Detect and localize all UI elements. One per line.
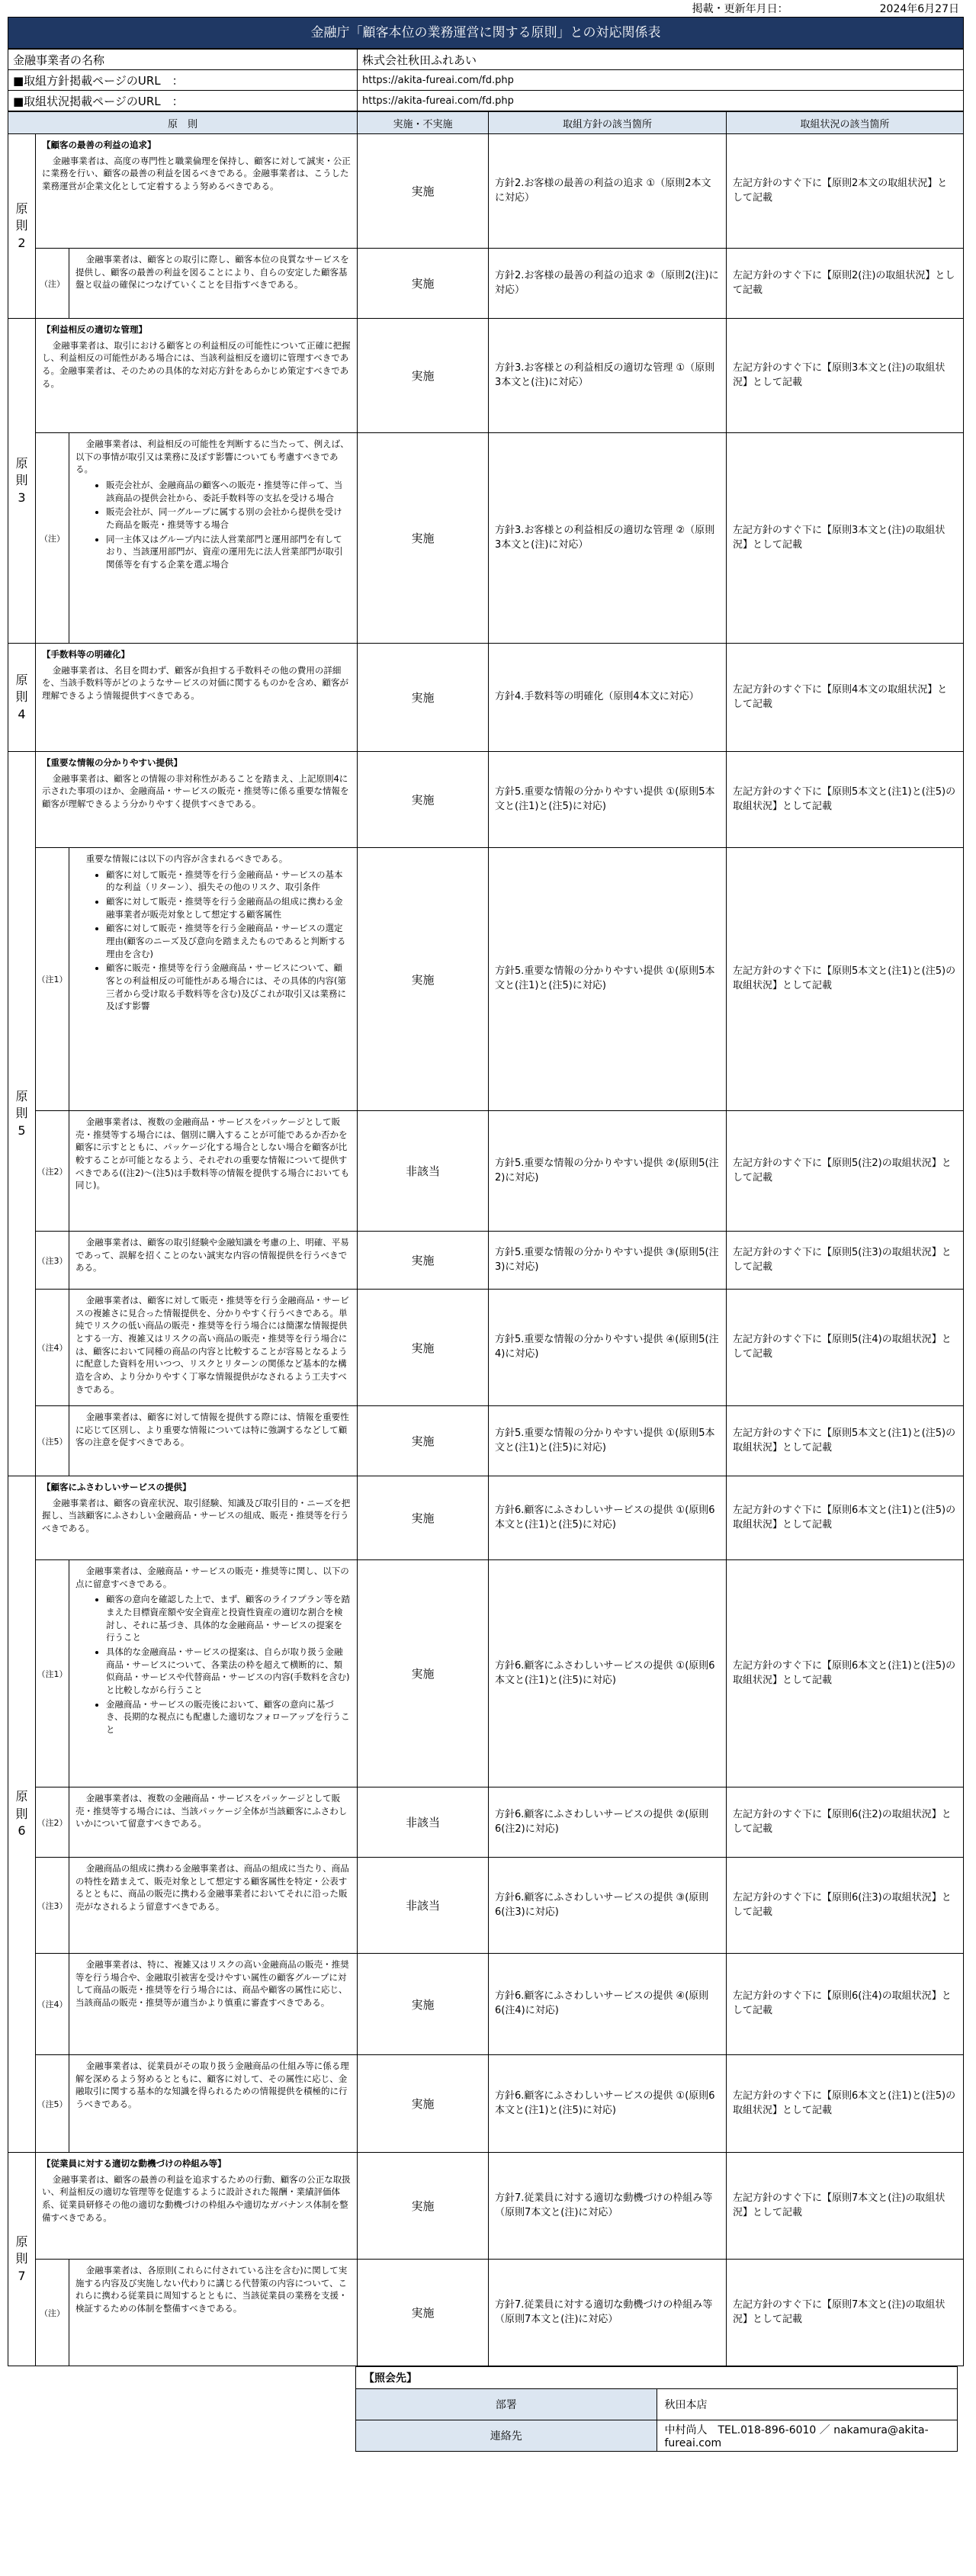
principle-text-cell — [69, 1290, 358, 1406]
implementation-status: 実施 — [358, 1406, 489, 1476]
col-header-policy: 取組方針の該当箇所 — [489, 112, 727, 134]
principle-text-cell — [69, 1111, 358, 1232]
principle-bullet-list — [75, 869, 351, 1013]
table-row — [8, 1954, 964, 2055]
table-row — [8, 848, 964, 1111]
status-location: 左記方針のすぐ下に【原則6本文と(注1)と(注5)の取組状況】として記載 — [727, 1476, 964, 1560]
principle-text-cell — [69, 1560, 358, 1787]
principle-text-cell — [36, 1476, 358, 1560]
table-row — [8, 1560, 964, 1787]
table-row — [8, 1111, 964, 1232]
policy-location: 方針5.重要な情報の分かりやすい提供 ①(原則5本文と(注1)と(注5)に対応) — [489, 752, 727, 848]
principle-text-cell — [69, 1787, 358, 1858]
principle-body: 金融事業者は、顧客に対して販売・推奨等を行う金融商品・サービスの複雑さに見合った情報提供を、分かりやすく行うべきである。単純でリスクの低い商品の販売・推奨等を行う場合には簡潔な情報提供とする一方、複雑又はリスクの高い商品の販売・推奨等を行う場合には、顧客において同種の商品の内容と比較することが容易となるように配意した資料を用いつつ、リスクとリターンの関係など基本的な構造を含め、より分かりやすく丁寧な情報提供がなされるよう工夫すべきである。 — [75, 1295, 349, 1395]
principle-bullet: • 具体的な金融商品・サービスの提案は、自らが取り扱う金融商品・サービスについて、各業法の枠を超えて横断的に、類似商品・サービスや代替商品・サービスの内容(手数料を含む)と比較しながら行うこと — [106, 1646, 351, 1697]
principle-bullet: • 顧客に対して販売・推奨等を行う金融商品・サービスの選定理由(顧客のニーズ及び意向を踏まえたものであると判断する理由を含む) — [106, 922, 351, 960]
status-location: 左記方針のすぐ下に【原則6(注3)の取組状況】として記載 — [727, 1858, 964, 1954]
principle-body: 金融事業者は、従業員がその取り扱う金融商品の仕組み等に係る理解を深めるよう努めるとともに、顧客に対して、その属性に応じ、金融取引に関する基本的な知識を得られるための情報提供を積極的に行うべきである。 — [75, 2060, 349, 2110]
note-label: （注3） — [36, 1858, 69, 1954]
principle-bullet: • 同一主体又はグループ内に法人営業部門と運用部門を有しており、当該運用部門が、資産の運用先に法人営業部門が取引関係等を有する企業を選ぶ場合 — [106, 533, 351, 571]
policy-location: 方針2.お客様の最善の利益の追求 ②（原則2(注)に対応） — [489, 249, 727, 319]
table-row — [8, 1232, 964, 1290]
principle-group-char: 2 — [18, 235, 26, 250]
note-label: （注4） — [36, 1954, 69, 2055]
col-header-status-location: 取組状況の該当箇所 — [727, 112, 964, 134]
note-label: （注） — [36, 2260, 69, 2366]
date-label: 掲載・更新年月日： — [692, 3, 788, 15]
principle-group-char: 3 — [18, 490, 26, 505]
status-location: 左記方針のすぐ下に【原則2(注)の取組状況】として記載 — [727, 249, 964, 319]
policy-location: 方針3.お客様との利益相反の適切な管理 ①（原則3本文と(注)に対応） — [489, 319, 727, 433]
table-row — [8, 1858, 964, 1954]
policy-location: 方針6.顧客にふさわしいサービスの提供 ①(原則6本文と(注1)と(注5)に対応) — [489, 2055, 727, 2153]
principle-group-char: 原 — [15, 201, 28, 216]
status-location: 左記方針のすぐ下に【原則6(注4)の取組状況】として記載 — [727, 1954, 964, 2055]
principle-group-char: 4 — [18, 706, 26, 721]
principle-text-cell — [36, 319, 358, 433]
principle-bullet-list — [75, 1593, 351, 1736]
date-value: 2024年6月27日 — [879, 3, 959, 15]
principle-body: 金融事業者は、複数の金融商品・サービスをパッケージとして販売・推奨等する場合には、当該パッケージ全体が当該顧客にふさわしいかについて留意すべきである。 — [75, 1793, 348, 1829]
implementation-status: 実施 — [358, 1476, 489, 1560]
principle-body: 金融商品の組成に携わる金融事業者は、商品の組成に当たり、商品の特性を踏まえて、販売対象として想定する顧客属性を特定・公表するとともに、商品の販売に携わる金融事業者においてそれに沿った販売がなされるよう留意すべきである。 — [75, 1863, 349, 1913]
principle-heading: 【顧客の最善の利益の追求】 — [42, 140, 156, 150]
principle-group-label — [8, 644, 36, 752]
policy-location: 方針5.重要な情報の分かりやすい提供 ④(原則5(注4)に対応) — [489, 1290, 727, 1406]
principles-body — [8, 134, 964, 2366]
status-location: 左記方針のすぐ下に【原則5本文と(注1)と(注5)の取組状況】として記載 — [727, 752, 964, 848]
note-label: （注5） — [36, 1406, 69, 1476]
implementation-status: 実施 — [358, 2260, 489, 2366]
policy-location: 方針3.お客様との利益相反の適切な管理 ②（原則3本文と(注)に対応） — [489, 433, 727, 644]
contact-title: 【照会先】 — [356, 2367, 958, 2389]
table-row — [8, 2260, 964, 2366]
principle-heading: 【利益相反の適切な管理】 — [42, 324, 147, 335]
principle-bullet: • 顧客に対して販売・推奨等を行う金融商品・サービスの基本的な利益（リターン）、損失その他のリスク、取引条件 — [106, 869, 351, 894]
status-url-label: ■取組状況掲載ページのURL ： — [8, 91, 358, 111]
page-title: 金融庁「顧客本位の業務運営に関する原則」との対応関係表 — [8, 17, 964, 49]
principle-text-cell — [69, 433, 358, 644]
principle-group-char: 則 — [15, 689, 28, 705]
principle-group-char: 7 — [18, 2268, 26, 2283]
principle-group-char: 則 — [15, 2251, 28, 2266]
principle-text-cell — [69, 2055, 358, 2153]
status-location: 左記方針のすぐ下に【原則5(注2)の取組状況】として記載 — [727, 1111, 964, 1232]
principle-text-cell — [69, 848, 358, 1111]
implementation-status: 実施 — [358, 644, 489, 752]
principle-text-cell — [69, 1858, 358, 1954]
note-label: （注3） — [36, 1232, 69, 1290]
implementation-status: 実施 — [358, 319, 489, 433]
principle-text-cell — [36, 134, 358, 249]
policy-location: 方針5.重要な情報の分かりやすい提供 ①(原則5本文と(注1)と(注5)に対応) — [489, 1406, 727, 1476]
table-header-row — [8, 112, 964, 134]
principles-table — [8, 111, 964, 2366]
implementation-status: 非該当 — [358, 1858, 489, 1954]
implementation-status: 非該当 — [358, 1787, 489, 1858]
policy-location: 方針6.顧客にふさわしいサービスの提供 ②(原則6(注2)に対応) — [489, 1787, 727, 1858]
date-line — [8, 0, 964, 17]
principle-body: 金融事業者は、顧客の最善の利益を追求するための行動、顧客の公正な取扱い、利益相反の適切な管理等を促進するように設計された報酬・業績評価体系、従業員研修その他の適切な動機づけの枠組みや適切なガバナンス体制を整備すべきである。 — [42, 2173, 351, 2223]
principle-group-label — [8, 2153, 36, 2366]
implementation-status: 実施 — [358, 1290, 489, 1406]
contact-label: 連絡先 — [356, 2420, 657, 2452]
table-row — [8, 1476, 964, 1560]
principle-body: 金融事業者は、利益相反の可能性を判断するに当たって、例えば、以下の事情が取引又は業務に及ぼす影響についても考慮すべきである。 — [75, 438, 349, 475]
principle-group-label — [8, 134, 36, 319]
principle-group-label — [8, 1476, 36, 2153]
policy-url-label: ■取組方針掲載ページのURL ： — [8, 70, 358, 91]
principle-text-cell — [36, 752, 358, 848]
principle-group-label — [8, 319, 36, 644]
implementation-status: 実施 — [358, 134, 489, 249]
implementation-status: 実施 — [358, 1232, 489, 1290]
principle-heading: 【手数料等の明確化】 — [42, 649, 130, 660]
principle-heading: 【従業員に対する適切な動機づけの枠組み等】 — [42, 2158, 226, 2169]
status-location: 左記方針のすぐ下に【原則6(注2)の取組状況】として記載 — [727, 1787, 964, 1858]
implementation-status: 実施 — [358, 2055, 489, 2153]
status-location: 左記方針のすぐ下に【原則5(注3)の取組状況】として記載 — [727, 1232, 964, 1290]
principle-text-cell — [69, 2260, 358, 2366]
company-name-value: 株式会社秋田ふれあい — [358, 50, 964, 70]
status-location: 左記方針のすぐ下に【原則4本文の取組状況】として記載 — [727, 644, 964, 752]
status-location: 左記方針のすぐ下に【原則7本文と(注)の取組状況】として記載 — [727, 2153, 964, 2260]
implementation-status: 非該当 — [358, 1111, 489, 1232]
status-location: 左記方針のすぐ下に【原則5本文と(注1)と(注5)の取組状況】として記載 — [727, 1406, 964, 1476]
principle-body: 金融事業者は、顧客の資産状況、取引経験、知識及び取引目的・ニーズを把握し、当該顧客にふさわしい金融商品・サービスの組成、販売・推奨等を行うべきである。 — [42, 1497, 351, 1534]
principle-text-cell — [69, 249, 358, 319]
principle-body: 金融事業者は、各原則(これらに付されている注を含む)に関して実施する内容及び実施しない代わりに講じる代替策の内容について、これらに携わる従業員に周知するとともに、当該従業員の業務を支援・検証するための体制を整備すべきである。 — [75, 2265, 348, 2314]
policy-url-link[interactable]: https://akita-fureai.com/fd.php — [358, 70, 964, 91]
implementation-status: 実施 — [358, 752, 489, 848]
policy-location: 方針6.顧客にふさわしいサービスの提供 ③(原則6(注3)に対応) — [489, 1858, 727, 1954]
implementation-status: 実施 — [358, 249, 489, 319]
note-label: （注） — [36, 433, 69, 644]
policy-location: 方針5.重要な情報の分かりやすい提供 ③(原則5(注3)に対応) — [489, 1232, 727, 1290]
col-header-status: 実施・不実施 — [358, 112, 489, 134]
principle-bullet: • 顧客に対して販売・推奨等を行う金融商品の組成に携わる金融事業者が販売対象として想定する顧客属性 — [106, 895, 351, 920]
principle-group-char: 6 — [18, 1823, 26, 1839]
principle-heading: 【顧客にふさわしいサービスの提供】 — [42, 1482, 191, 1492]
principle-text-cell — [69, 1954, 358, 2055]
col-header-principle: 原 則 — [8, 112, 358, 134]
implementation-status: 実施 — [358, 433, 489, 644]
principle-group-char: 則 — [15, 473, 28, 488]
table-row — [8, 2153, 964, 2260]
note-label: （注5） — [36, 2055, 69, 2153]
status-location: 左記方針のすぐ下に【原則7本文と(注)の取組状況】として記載 — [727, 2260, 964, 2366]
policy-location: 方針2.お客様の最善の利益の追求 ①（原則2本文に対応） — [489, 134, 727, 249]
principle-group-char: 原 — [15, 672, 28, 687]
policy-location: 方針6.顧客にふさわしいサービスの提供 ①(原則6本文と(注1)と(注5)に対応) — [489, 1560, 727, 1787]
implementation-status: 実施 — [358, 1954, 489, 2055]
principle-group-char: 則 — [15, 1106, 28, 1121]
note-label: （注） — [36, 249, 69, 319]
principle-body: 金融事業者は、複数の金融商品・サービスをパッケージとして販売・推奨等する場合には、個別に購入することが可能であるか否かを顧客に示すとともに、パッケージ化する場合としない場合を顧客が比較することが可能となるよう、それぞれの重要な情報について提供すべきである((注2)～(注5)は手数料等の情報を提供する場合においても同じ)。 — [75, 1116, 350, 1191]
policy-location: 方針4.手数料等の明確化（原則4本文に対応） — [489, 644, 727, 752]
note-label: （注4） — [36, 1290, 69, 1406]
principle-bullet: • 顧客の意向を確認した上で、まず、顧客のライフプラン等を踏まえた目標資産額や安全資産と投資性資産の適切な割合を検討し、それに基づき、具体的な金融商品・サービスの提案を行うこと — [106, 1593, 351, 1644]
table-row — [8, 249, 964, 319]
principle-bullet: • 顧客に販売・推奨等を行う金融商品・サービスについて、顧客との利益相反の可能性がある場合には、その具体的内容(第三者から受け取る手数料等を含む)及びこれが取引又は業務に及ぼす影響 — [106, 962, 351, 1013]
principle-body: 金融事業者は、顧客の取引経験や金融知識を考慮の上、明確、平易であって、誤解を招くことのない誠実な内容の情報提供を行うべきである。 — [75, 1237, 349, 1274]
principle-body: 金融事業者は、顧客との情報の非対称性があることを踏まえ、上記原則4に示された事項のほか、金融商品・サービスの販売・推奨等に係る重要な情報を顧客が理解できるよう分かりやすく提供すべきである。 — [42, 772, 349, 810]
status-location: 左記方針のすぐ下に【原則5本文と(注1)と(注5)の取組状況】として記載 — [727, 848, 964, 1111]
policy-location: 方針6.顧客にふさわしいサービスの提供 ④(原則6(注4)に対応) — [489, 1954, 727, 2055]
principle-body: 金融事業者は、高度の専門性と職業倫理を保持し、顧客に対して誠実・公正に業務を行い、顧客の最善の利益を図るべきである。金融事業者は、こうした業務運営が企業文化として定着するよう努めるべきである。 — [42, 155, 351, 192]
principle-body: 金融事業者は、顧客との取引に際し、顧客本位の良質なサービスを提供し、顧客の最善の利益を図ることにより、自らの安定した顧客基盤と収益の確保につなげていくことを目指すべきである。 — [75, 254, 349, 291]
status-url-link[interactable]: https://akita-fureai.com/fd.php — [358, 91, 964, 111]
note-label: （注2） — [36, 1787, 69, 1858]
table-row — [8, 752, 964, 848]
implementation-status: 実施 — [358, 848, 489, 1111]
principle-heading: 【重要な情報の分かりやすい提供】 — [42, 757, 182, 768]
principle-group-label — [8, 752, 36, 1476]
principle-text-cell — [69, 1406, 358, 1476]
policy-location: 方針5.重要な情報の分かりやすい提供 ②(原則5(注2)に対応) — [489, 1111, 727, 1232]
principle-body: 重要な情報には以下の内容が含まれるべきである。 — [85, 853, 288, 864]
status-location: 左記方針のすぐ下に【原則6本文と(注1)と(注5)の取組状況】として記載 — [727, 2055, 964, 2153]
principle-bullet: • 金融商品・サービスの販売後において、顧客の意向に基づき、長期的な視点にも配慮した適切なフォローアップを行うこと — [106, 1698, 351, 1736]
status-location: 左記方針のすぐ下に【原則3本文と(注)の取組状況】として記載 — [727, 433, 964, 644]
table-row — [8, 1290, 964, 1406]
dept-value: 秋田本店 — [657, 2389, 958, 2420]
principle-group-char: 5 — [18, 1123, 26, 1138]
principle-text-cell — [36, 644, 358, 752]
note-label: （注1） — [36, 848, 69, 1111]
page — [8, 0, 964, 2452]
policy-location: 方針5.重要な情報の分かりやすい提供 ①(原則5本文と(注1)と(注5)に対応) — [489, 848, 727, 1111]
principle-group-char: 則 — [15, 218, 28, 233]
implementation-status: 実施 — [358, 1560, 489, 1787]
company-info-table — [8, 49, 964, 111]
principle-body: 金融事業者は、顧客に対して情報を提供する際には、情報を重要性に応じて区別し、より重要な情報については特に強調するなどして顧客の注意を促すべきである。 — [75, 1412, 349, 1448]
principle-group-char: 原 — [15, 2234, 28, 2249]
table-row — [8, 644, 964, 752]
principle-group-char: 原 — [15, 1789, 28, 1804]
implementation-status: 実施 — [358, 2153, 489, 2260]
contact-table — [355, 2366, 958, 2452]
principle-text-cell — [36, 2153, 358, 2260]
principle-body: 金融事業者は、金融商品・サービスの販売・推奨等に関し、以下の点に留意すべきである。 — [75, 1566, 349, 1589]
note-label: （注1） — [36, 1560, 69, 1787]
table-row — [8, 2055, 964, 2153]
status-location: 左記方針のすぐ下に【原則6本文と(注1)と(注5)の取組状況】として記載 — [727, 1560, 964, 1787]
status-location: 左記方針のすぐ下に【原則2本文の取組状況】として記載 — [727, 134, 964, 249]
note-label: （注2） — [36, 1111, 69, 1232]
table-row — [8, 1406, 964, 1476]
table-row — [8, 134, 964, 249]
principle-group-char: 原 — [15, 1088, 28, 1103]
principle-body: 金融事業者は、取引における顧客との利益相反の可能性について正確に把握し、利益相反の可能性がある場合には、当該利益相反を適切に管理すべきである。金融事業者は、そのための具体的な対応方針をあらかじめ策定すべきである。 — [42, 339, 351, 389]
company-name-label: 金融事業者の名称 — [8, 50, 358, 70]
principle-body: 金融事業者は、名目を問わず、顧客が負担する手数料その他の費用の詳細を、当該手数料等がどのようなサービスの対価に関するものかを含め、顧客が理解できるよう情報提供すべきである。 — [42, 664, 349, 702]
table-row — [8, 319, 964, 433]
contact-value: 中村尚人 TEL.018-896-6010 ／ nakamura@akita-fureai.com — [657, 2420, 958, 2452]
principle-bullet: • 販売会社が、金融商品の顧客への販売・推奨等に伴って、当該商品の提供会社から、委託手数料等の支払を受ける場合 — [106, 479, 351, 504]
principle-body: 金融事業者は、特に、複雑又はリスクの高い金融商品の販売・推奨等を行う場合や、金融取引被害を受けやすい属性の顧客グループに対して商品の販売・推奨等を行う場合には、商品や顧客の属性に応じ、当該商品の販売・推奨等が適当かより慎重に審査すべきである。 — [75, 1959, 349, 2009]
principle-group-char: 原 — [15, 455, 28, 471]
principle-text-cell — [69, 1232, 358, 1290]
principle-bullet: • 販売会社が、同一グループに属する別の会社から提供を受けた商品を販売・推奨等する場合 — [106, 506, 351, 531]
status-location: 左記方針のすぐ下に【原則5(注4)の取組状況】として記載 — [727, 1290, 964, 1406]
table-row — [8, 1787, 964, 1858]
dept-label: 部署 — [356, 2389, 657, 2420]
principle-bullet-list — [75, 479, 351, 571]
policy-location: 方針7.従業員に対する適切な動機づけの枠組み等（原則7本文と(注)に対応） — [489, 2260, 727, 2366]
policy-location: 方針7.従業員に対する適切な動機づけの枠組み等（原則7本文と(注)に対応） — [489, 2153, 727, 2260]
principle-group-char: 則 — [15, 1806, 28, 1821]
status-location: 左記方針のすぐ下に【原則3本文と(注)の取組状況】として記載 — [727, 319, 964, 433]
table-row — [8, 433, 964, 644]
policy-location: 方針6.顧客にふさわしいサービスの提供 ①(原則6本文と(注1)と(注5)に対応) — [489, 1476, 727, 1560]
